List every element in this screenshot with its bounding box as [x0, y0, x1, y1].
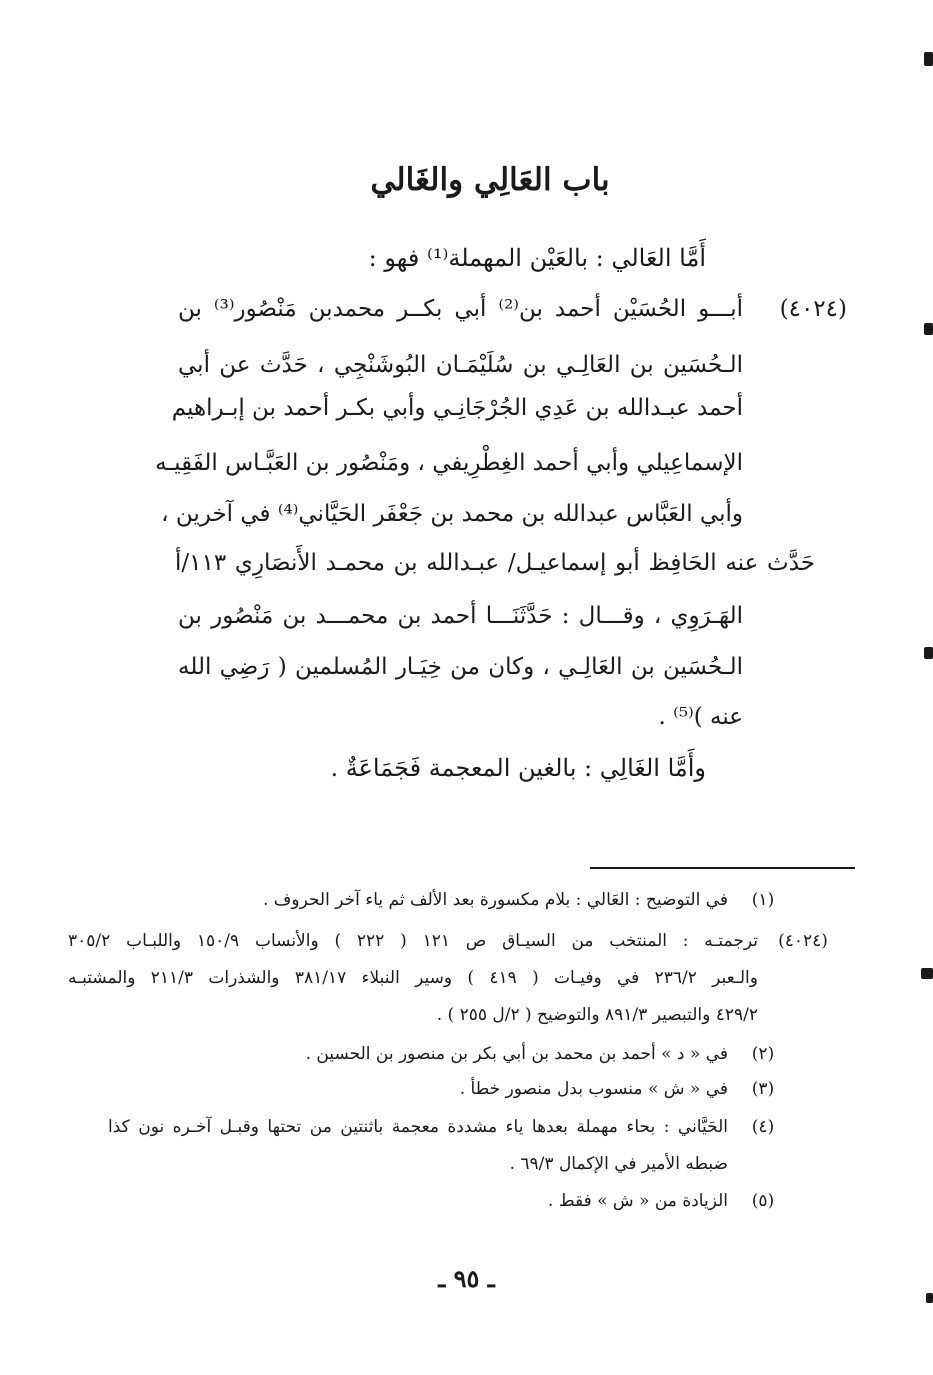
scan-edge-mark	[924, 647, 933, 659]
entry-line: الـحُسَين بن العَالِـي بن سُلَيْمَـان البُوشَنْجِي ، حَدَّث عن أبي	[178, 352, 743, 378]
footnote-line: ضبطه الأمير في الإكمال ٦٩/٣ .	[509, 1154, 728, 1174]
entry-line: الإسماعِيلي وأبي أحمد الغِطْرِيفي ، ومَنْصُور بن العَبَّـاس الفَقِيـه	[155, 450, 743, 476]
footnote-line: في التوضيح : العَالي : بلام مكسورة بعد الألف ثم ياء آخر الحروف .	[262, 890, 728, 910]
footnote-line: ترجمتـه : المنتخب من السيـاق ص ١٢١ ( ٢٢٢ ) والأنساب ١٥٠/٩ واللبـاب ٣٠٥/٢	[68, 931, 758, 951]
intro-line: أَمَّا العَالي : بالعَيْن المهملة⁽¹⁾ فهو :	[368, 244, 706, 272]
footnote-line: والـعبر ٢٣٦/٢ في وفيـات ( ٤١٩ ) وسير النبلاء ٣٨١/١٧ والشذرات ٢١١/٣ والمشتبـه	[68, 968, 758, 988]
footnote-divider	[590, 867, 855, 869]
entry-line: أبـــو الحُسَيْن أحمد بن⁽²⁾ أبي بكــر محمدبن مَنْصُور⁽³⁾ بن	[178, 296, 743, 322]
scan-edge-mark	[921, 968, 933, 979]
scan-edge-mark	[926, 1293, 933, 1303]
scan-edge-mark	[924, 52, 933, 66]
footnote-number: (١)	[751, 890, 775, 910]
footnote-number: (٢)	[751, 1044, 775, 1064]
footnote-line: الزيادة من « ش » فقط .	[548, 1191, 728, 1211]
footnote-line: في « ش » منسوب بدل منصور خطأ .	[459, 1079, 728, 1099]
page-number: ـ ٩٥ ـ	[438, 1264, 495, 1293]
footnote-number: (٣)	[751, 1079, 775, 1099]
entry-line: الـحُسَين بن العَالِـي ، وكان من خِيَـار المُسلمين ( رَضِي الله	[178, 654, 743, 680]
chapter-title: باب العَالِي والغَالي	[370, 162, 610, 198]
entry-line: وأبي العَبَّاس عبدالله بن محمد بن جَعْفَر الحَيَّاني⁽⁴⁾ في آخرين ،	[161, 501, 743, 527]
entry-line: الهَـرَوِي ، وقـــال : حَدَّثَنَـــا أحمد بن محمـــد بن مَنْصُور بن	[178, 603, 743, 629]
scan-edge-mark	[924, 323, 933, 335]
footnote-number: (٤)	[751, 1117, 775, 1137]
footnote-line: الحَيَّاني : بحاء مهملة بعدها ياء مشددة معجمة باثنتين من تحتها وقبـل آخـره نون كذا	[108, 1117, 728, 1137]
footnote-line: في « د » أحمد بن محمد بن أبي بكر بن منصور بن الحسين .	[305, 1044, 728, 1064]
entry-line: حَدَّث عنه الحَافِظ أبو إسماعيـل/ عبـدالله بن محمـد الأَنصَارِي ١١٣/أ	[175, 550, 815, 576]
entry-line: عنه )⁽⁵⁾ .	[658, 704, 743, 730]
footnote-number: (٤٠٢٤)	[778, 931, 828, 951]
closing-line: وأَمَّا الغَالِي : بالغين المعجمة فَجَمَاعَةٌ .	[330, 754, 706, 782]
entry-number: (٤٠٢٤)	[779, 296, 847, 322]
footnote-line: ٤٢٩/٢ والتبصير ٨٩١/٣ والتوضيح ( ٢/ل ٢٥٥ ) .	[436, 1005, 758, 1025]
entry-line: أحمد عبـدالله بن عَدِي الجُرْجَانِـي وأبي بكـر أحمد بن إبـراهيم	[171, 395, 743, 421]
footnote-number: (٥)	[751, 1191, 775, 1211]
